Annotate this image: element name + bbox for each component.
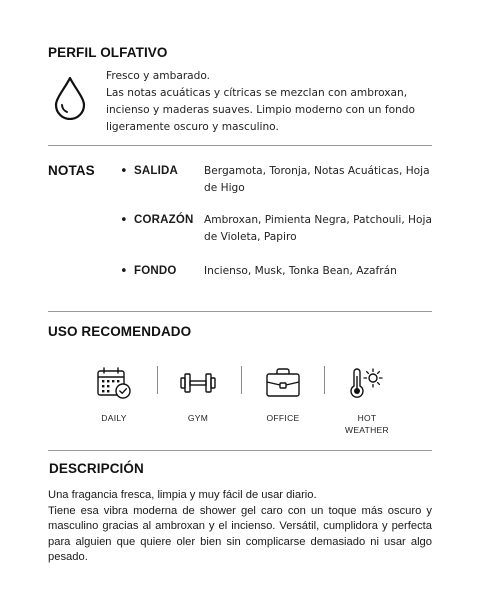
divider (48, 450, 432, 451)
divider (48, 311, 432, 312)
divider (48, 145, 432, 146)
profile-description (106, 68, 432, 136)
description-paragraph: Tiene esa vibra moderna de shower gel caro con un toque más oscuro y masculino gracias al ambroxan y el incienso. Versátil, cumplidora y perfecta para alguien que quiere oler bien sin complicarse demasiado ni usar algo pesado. (48, 504, 432, 563)
section-title-profile: PERFIL OLFATIVO (48, 45, 168, 60)
dumbbell-icon (178, 366, 218, 400)
water-drop-icon (52, 76, 88, 120)
calendar-check-icon (96, 366, 132, 400)
divider (241, 366, 242, 394)
usage-item-hot-weather (327, 366, 407, 436)
bullet: • (120, 264, 128, 279)
description-text (48, 488, 432, 566)
note-name: SALIDA (134, 165, 179, 177)
usage-item-daily (74, 366, 154, 424)
usage-label: DAILY (101, 413, 127, 423)
bullet: • (120, 213, 128, 228)
note-name: CORAZÓN (134, 214, 194, 226)
section-title-notes: NOTAS (48, 163, 95, 178)
note-value: Ambroxan, Pimienta Negra, Patchouli, Hoja de Violeta, Papiro (204, 214, 432, 243)
usage-item-office (243, 366, 323, 424)
usage-label: GYM (187, 413, 209, 423)
bullet: • (120, 164, 128, 179)
usage-item-gym (158, 366, 238, 424)
note-value: Incienso, Musk, Tonka Bean, Azafrán (204, 265, 397, 277)
section-title-description: DESCRIPCIÓN (49, 461, 144, 476)
divider (324, 366, 325, 394)
section-title-usage: USO RECOMENDADO (48, 324, 192, 339)
usage-label: HOT WEATHER (345, 413, 389, 435)
profile-line1: Fresco y ambarado. (106, 70, 211, 82)
note-name: FONDO (134, 265, 177, 277)
note-value: Bergamota, Toronja, Notas Acuáticas, Hoja de Higo (204, 165, 430, 194)
usage-label: OFFICE (266, 413, 300, 423)
profile-body: Las notas acuáticas y cítricas se mezclan con ambroxan, incienso y maderas suaves. Limpio moderno con un fondo ligeramente oscuro y masculino. (106, 87, 415, 133)
briefcase-icon (264, 366, 302, 400)
description-paragraph: Una fragancia fresca, limpia y muy fácil de usar diario. (48, 489, 317, 501)
thermometer-sun-icon (347, 366, 387, 400)
